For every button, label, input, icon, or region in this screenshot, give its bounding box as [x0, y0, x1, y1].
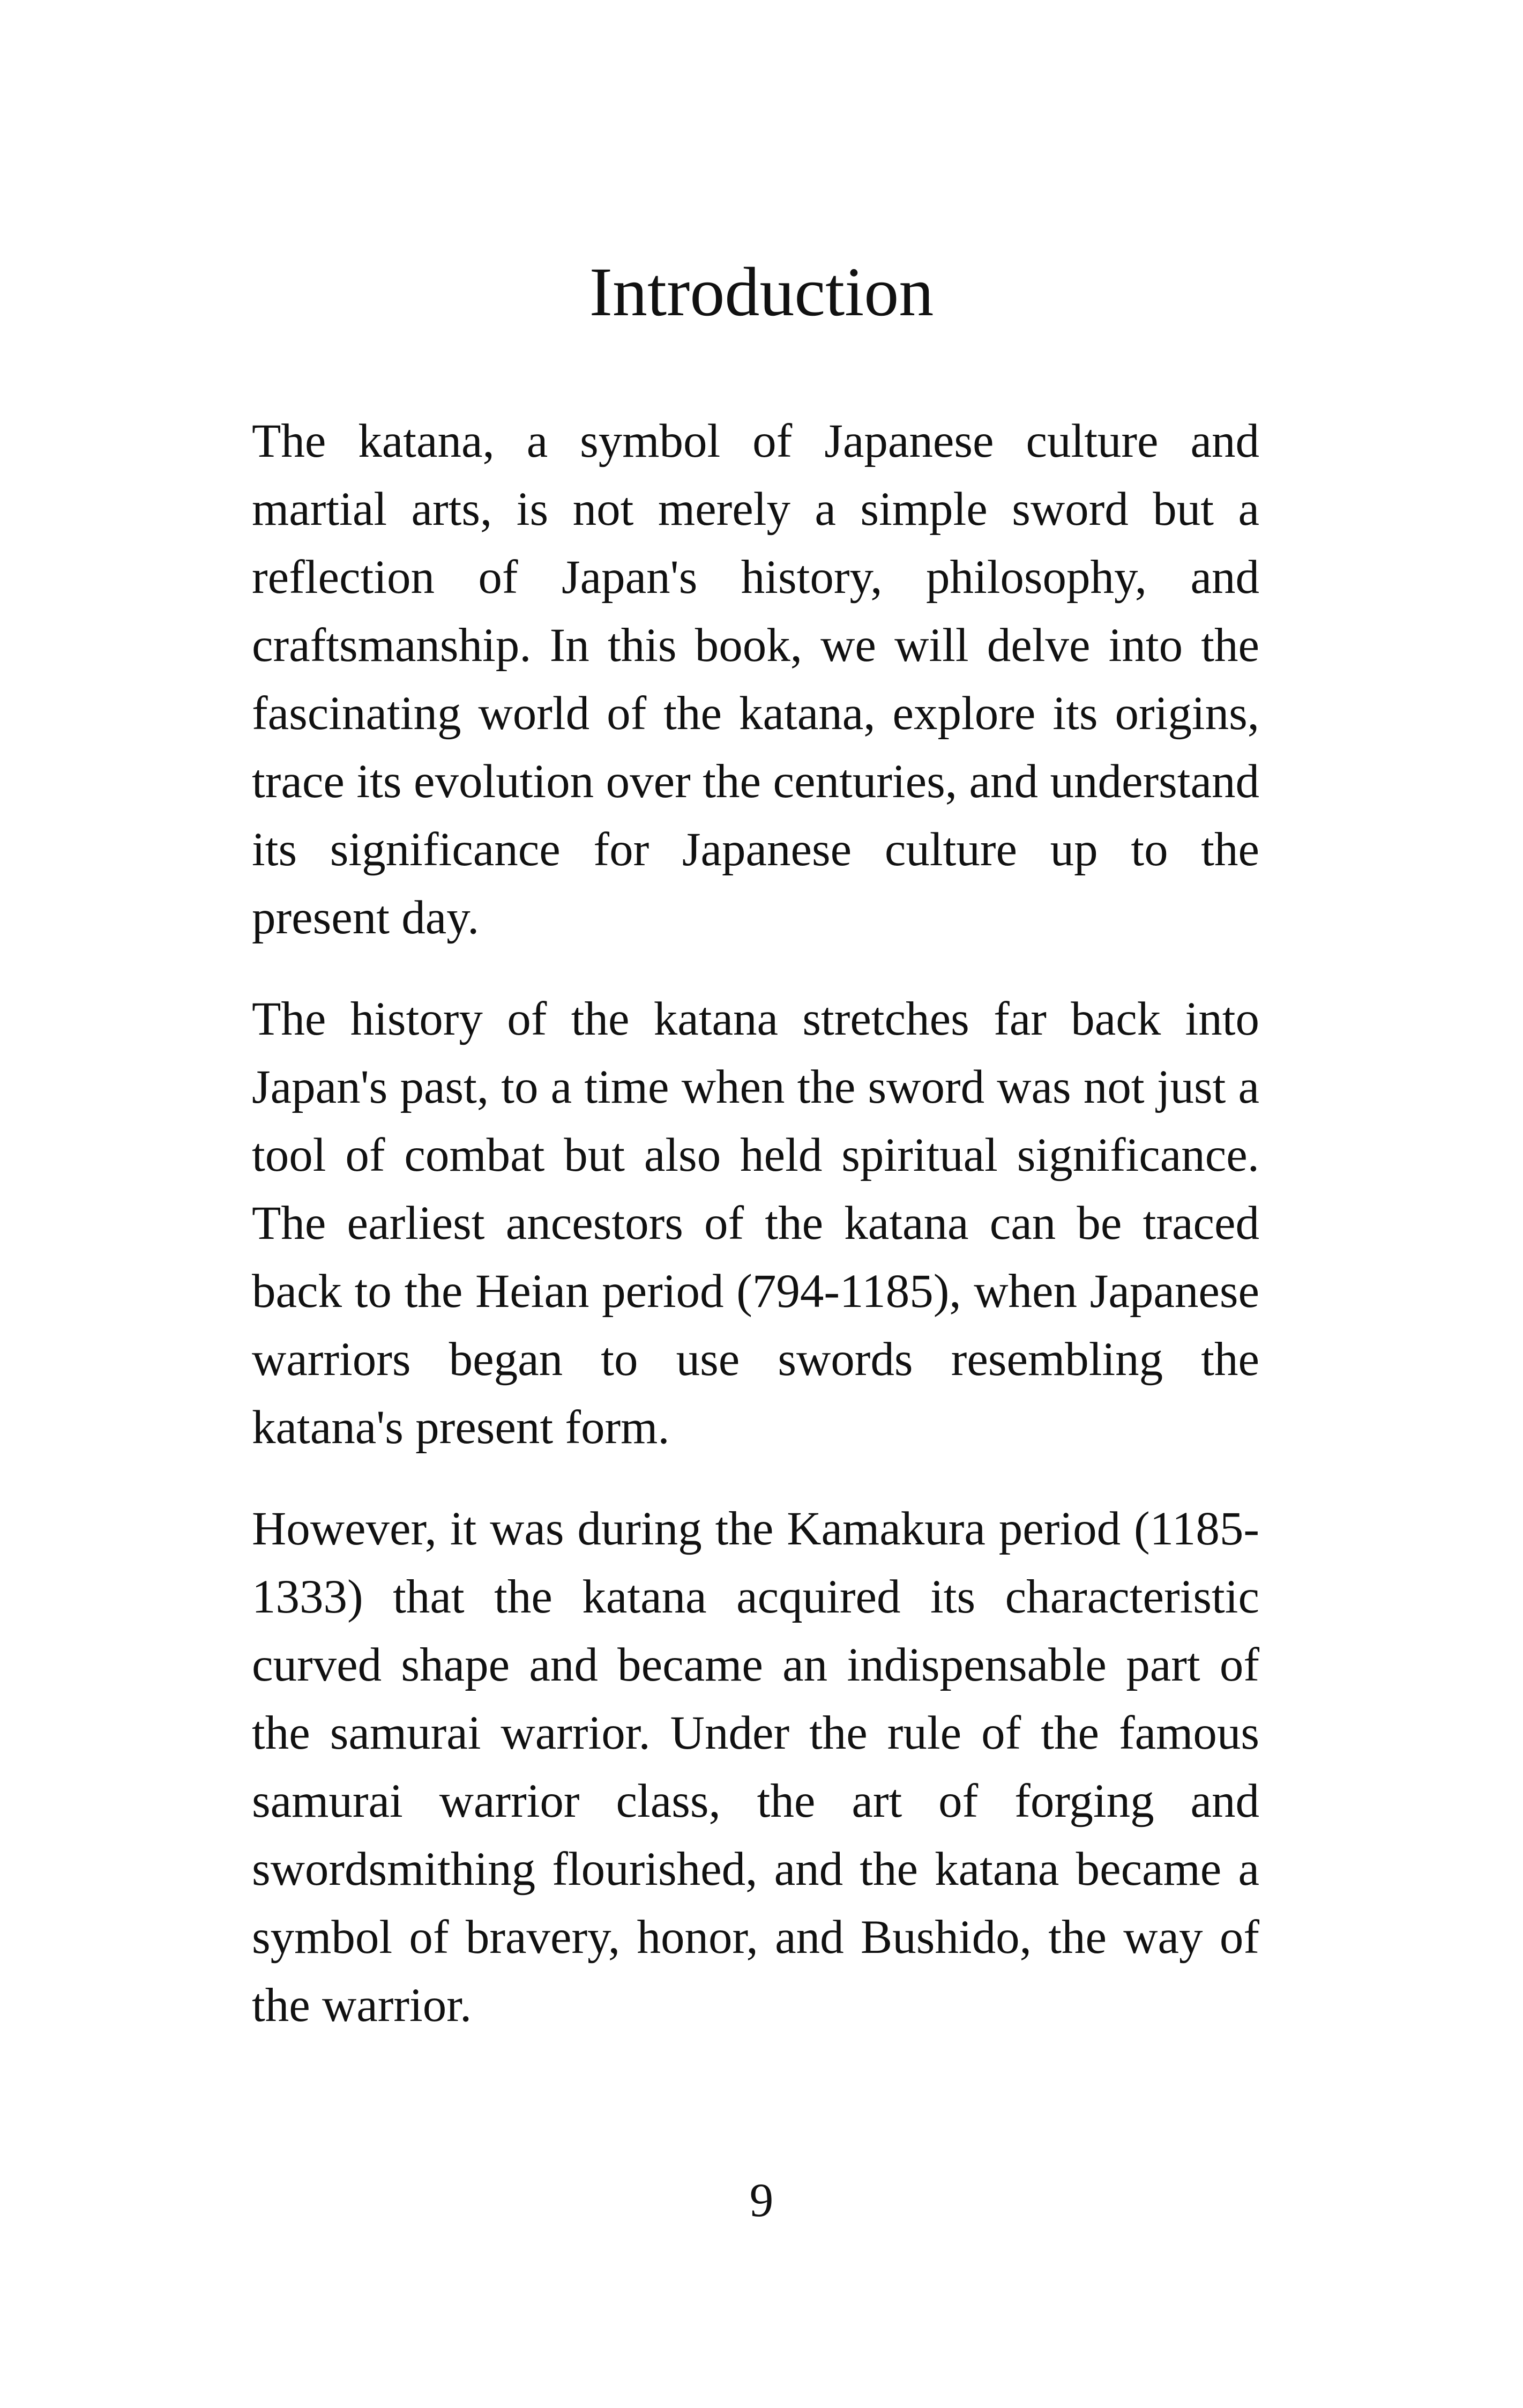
- paragraph-3: However, it was during the Kamakura period (1185-1333) that the katana acquired its characteristic curved shape and became an indispensable part of the samurai warrior. Under the rule of the famous samurai warrior class, the art of forging and swordsmithing flourished, and the katana became a symbol of bravery, honor, and Bushido, the way of the warrior.: [252, 1503, 1259, 2032]
- chapter-title: Introduction: [589, 254, 934, 331]
- paragraph-2: The history of the katana stretches far back into Japan's past, to a time when the sword was not just a tool of combat but also held spiritual significance. The earliest ancestors of the katana can be traced back to the Heian period (794-1185), when Japanese warriors began to use swords resembling the katana's present form.: [252, 993, 1259, 1454]
- page-number: 9: [749, 2174, 774, 2227]
- paragraph-1: The katana, a symbol of Japanese culture and martial arts, is not merely a simple sword but a reflection of Japan's history, philosophy, and craftsmanship. In this book, we will delve into the fascinating world of the katana, explore its origins, trace its evolution over the centuries, and understand its significance for Japanese culture up to the present day.: [252, 415, 1259, 944]
- body-text: [252, 407, 1259, 2073]
